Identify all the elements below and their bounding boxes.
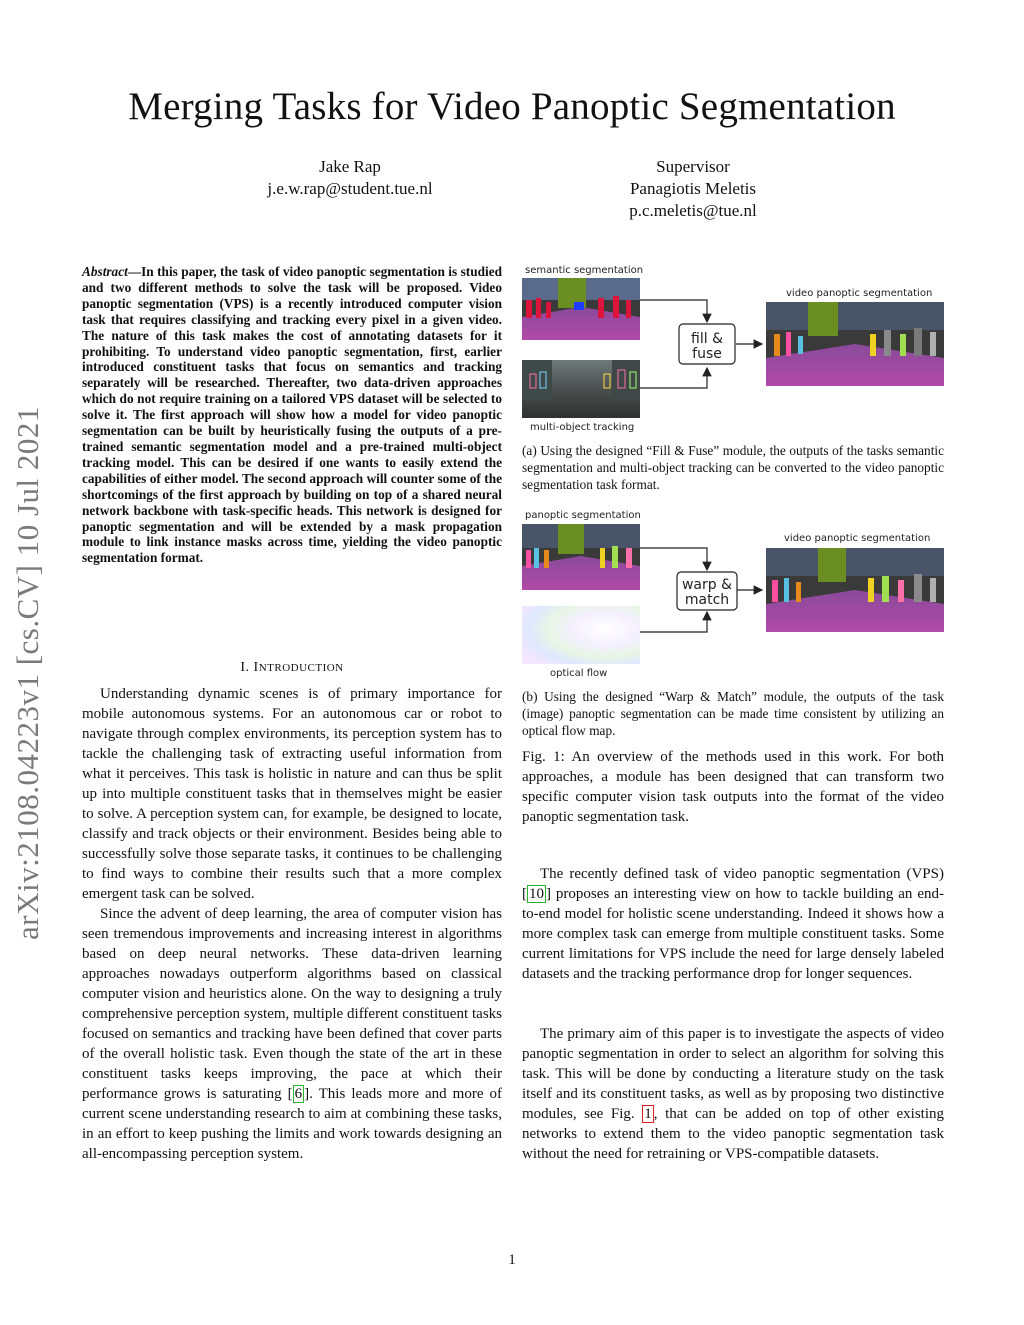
- figure-1-caption: Fig. 1: An overview of the methods used in this work. For both approaches, a module has been designed that can transform two specific computer vision task outputs into the format of the video panoptic segmentation task.: [522, 749, 944, 825]
- right-column-paragraph-1: The recently defined task of video panoptic segmentation (VPS) [ 10 ] proposes an interesting view on how to tackle building an end-to-end model for holistic scene understanding. Indeed it shows how a more complex task can emerge from multiple constituent tasks. Some current limitations for VPS include the need for large densely labeled datasets and the tracking performance drop for longer sequences.: [522, 866, 944, 982]
- label-video-panoptic-segmentation: video panoptic segmentation: [786, 288, 933, 299]
- arrow-flow-to-module: [640, 612, 707, 632]
- figure-link-1[interactable]: 1: [644, 1106, 652, 1122]
- figure-1a-caption: (a) Using the designed “Fill & Fuse” module, the outputs of the tasks semantic segmentation and multi-object tracking can be converted to the video panoptic segmentation task format.: [522, 443, 944, 492]
- arrow-panoptic-to-module: [640, 548, 707, 570]
- label-optical-flow: optical flow: [550, 668, 608, 679]
- author-block-2: [583, 156, 803, 222]
- author-name: Jake Rap: [319, 157, 381, 176]
- arrow-semantic-to-module: [640, 300, 707, 322]
- arxiv-stamp: arXiv:2108.04223v1 [cs.CV] 10 Jul 2021: [10, 406, 45, 940]
- figure-1b-diagram: [518, 506, 948, 681]
- citation-link-6[interactable]: 6: [294, 1086, 303, 1102]
- author-email: p.c.meletis@tue.nl: [629, 201, 757, 220]
- vps-output-image-b: [766, 548, 944, 632]
- panoptic-segmentation-image: [522, 524, 640, 590]
- optical-flow-image: [522, 606, 640, 664]
- section-heading: I. INTRODUCTION: [240, 660, 344, 675]
- author-block-1: [240, 156, 460, 200]
- vps-output-image-a: [766, 302, 944, 386]
- paper-title: Merging Tasks for Video Panoptic Segmentation: [128, 85, 896, 128]
- page-number: 1: [508, 1252, 516, 1268]
- abstract-text: —In this paper, the task of video panoptic segmentation is studied and two different methods to solve the task will be proposed. Video panoptic segmentation (VPS) is a recently introduced computer vision task that requires classifying and tracking every pixel in a given video. The nature of this task makes the cost of annotating datasets for it prohibiting. To understand video panoptic segmentation, first, earlier introduced constituent tasks that focus on semantics and tracking separately will be researched. Thereafter, two data-driven approaches which do not require training on a tailored VPS dataset will be selected to solve it. The first approach will show how a model for video panoptic segmentation can be built by heuristically fusing the outputs of a pre-trained semantic segmentation model and a pre-trained multi-object tracking model. This can be desired if one wants to easily extend the capabilities of either model. The second approach will counter some of the shortcomings of the first approach by building on top of a shared neural network backbone with task-specific heads. This network is designed for panoptic segmentation and will be extended by a mask propagation module to link instance masks across time, yielding the video panoptic segmentation format.: [82, 264, 502, 566]
- label-video-panoptic-segmentation: video panoptic segmentation: [784, 533, 931, 544]
- citation-link-10[interactable]: 10: [529, 886, 544, 902]
- label-panoptic-segmentation: panoptic segmentation: [525, 510, 641, 521]
- author-email: j.e.w.rap@student.tue.nl: [267, 179, 433, 198]
- figure-1b-caption: (b) Using the designed “Warp & Match” module, the outputs of the task (image) panoptic segmentation can be made time consistent by utilizing an optical flow map.: [522, 689, 944, 738]
- intro-paragraph-1: Understanding dynamic scenes is of primary importance for mobile autonomous systems. For an autonomous car or robot to navigate through complex environments, its perception system has to tackle the challenging task of extracting useful information from what it perceives. This task is holistic in nature and can thus be split up into multiple constituent tasks that in themselves might be easier to solve. A perception system can, for example, be designed to locate, classify and track objects or their environment. Besides being able to successfully solve those separate tasks, it continues to be challenging to find ways to combine their results such that a more complex emergent task can be solved.: [82, 686, 502, 902]
- figure-1a-diagram: [518, 262, 948, 437]
- multi-object-tracking-image: [522, 360, 640, 418]
- intro-paragraph-2: Since the advent of deep learning, the area of computer vision has seen tremendous improvements and increasing interest in algorithms based on deep neural networks. These data-driven learning approaches nowadays outperform algorithms based on classical computer vision and heuristics alone. On the way to designing a truly comprehensive perception system, multiple different constituent tasks focused on semantics and tracking have been defined that cover parts of the overall holistic task. Even though the state of the art in these constituent tasks keeps improving, the pace at which their performance grows is saturating [ 6 ]. This leads more and more of current scene understanding research to aim at combining these tasks, in an effort to keep pushing the limits and work towards designing an all-encompassing perception system.: [82, 906, 502, 1162]
- author-role: Supervisor: [656, 157, 730, 176]
- module-label-line1: warp &: [681, 577, 733, 593]
- module-label-line1: fill &: [691, 331, 723, 347]
- abstract: [82, 264, 502, 566]
- module-label-line2: fuse: [692, 346, 722, 362]
- intro-left-column: [82, 684, 502, 1164]
- author-name: Panagiotis Meletis: [629, 179, 757, 198]
- label-multi-object-tracking: multi-object tracking: [530, 422, 635, 433]
- abstract-label: Abstract: [82, 264, 128, 279]
- label-semantic-segmentation: semantic segmentation: [525, 265, 644, 276]
- semantic-segmentation-image: [522, 278, 640, 340]
- module-label-line2: match: [684, 592, 730, 608]
- arrow-mot-to-module: [640, 368, 707, 388]
- right-column-paragraph-2: The primary aim of this paper is to investigate the aspects of video panoptic segmentation in order to select an algorithm for solving this task. This will be done by conducting a literature study on the task itself and its constituent tasks, as well as by proposing two distinctive modules, see Fig. 1 , that can be added on top of other existing networks to extend them to the video panoptic segmentation task without the need for retraining or VPS-compatible datasets.: [522, 1026, 944, 1162]
